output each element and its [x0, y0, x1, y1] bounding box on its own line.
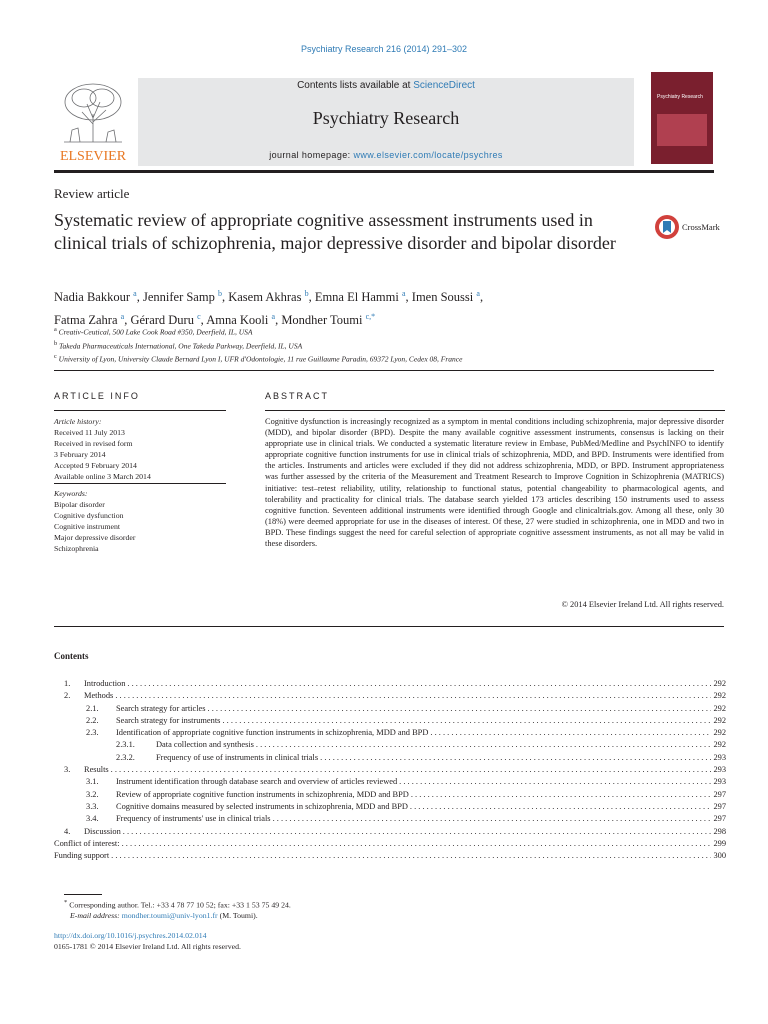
crossmark-badge[interactable]: [654, 212, 730, 242]
table-of-contents: [54, 678, 726, 862]
author-affiliation-mark[interactable]: a: [476, 289, 480, 298]
toc-entry[interactable]: [54, 764, 726, 776]
abstract-heading: ABSTRACT: [265, 391, 330, 401]
toc-number: 2.3.2.: [116, 752, 135, 762]
keyword: Major depressive disorder: [54, 533, 136, 542]
toc-leader: [222, 715, 711, 727]
toc-page: 297: [713, 801, 726, 811]
homepage-link[interactable]: www.elsevier.com/locate/psychres: [353, 150, 503, 160]
toc-leader: [320, 752, 711, 764]
toc-number: 4.: [64, 826, 71, 836]
toc-page: 292: [713, 728, 726, 738]
history-item: Available online 3 March 2014: [54, 471, 151, 481]
toc-label: Identification of appropriate cognitive function instruments in schizophrenia, MDD and BPD: [116, 728, 429, 738]
author-affiliation-mark[interactable]: b: [304, 289, 309, 298]
keyword: Cognitive dysfunction: [54, 511, 124, 520]
author-affiliation-mark[interactable]: a: [120, 312, 125, 322]
toc-label: Results: [84, 765, 109, 775]
toc-entry[interactable]: [54, 826, 726, 838]
toc-number: 2.2.: [86, 715, 99, 725]
toc-page: 298: [713, 826, 726, 836]
author-affiliation-mark[interactable]: a: [401, 289, 406, 298]
keywords: [54, 488, 135, 554]
toc-label: Discussion: [84, 826, 121, 836]
toc-number: 3.1.: [86, 777, 99, 787]
keyword: Bipolar disorder: [54, 500, 105, 509]
affiliation-line: $^b$ Takeda Pharmaceuticals International, One Takeda Parkway, Deerfield, IL, USA: [54, 339, 303, 350]
doi-link[interactable]: http://dx.doi.org/10.1016/j.psychres.2014.02.014: [54, 931, 207, 940]
toc-label: Review of appropriate cognitive function instruments in schizophrenia, MDD and BPD: [116, 789, 409, 799]
toc-page: 297: [713, 814, 726, 824]
toc-leader: [111, 764, 712, 776]
journal-title: Psychiatry Research: [312, 108, 460, 128]
sciencedirect-link[interactable]: ScienceDirect: [413, 80, 475, 91]
contents-heading: Contents: [54, 651, 89, 661]
cover-title: Psychiatry Research: [657, 94, 703, 100]
toc-page: 293: [713, 752, 726, 762]
toc-entry[interactable]: [54, 850, 726, 862]
toc-page: 293: [713, 765, 726, 775]
toc-leader: [122, 838, 712, 850]
contents-available: Contents lists available at ScienceDirect: [297, 80, 475, 91]
corresponding-author: Corresponding author. Tel.: +33 4 78 77 10 52; fax: +33 1 53 75 49 24.: [69, 900, 291, 910]
toc-page: 292: [713, 679, 726, 688]
toc-label: Conflict of interest:: [54, 838, 120, 848]
toc-number: 2.3.: [86, 728, 99, 738]
footnote-rule: [64, 894, 102, 895]
abstract-text: Cognitive dysfunction is increasingly recognized as a symptom in mental conditions including schizophrenia, major depressive disorder (MDD), and bipolar disorder (BPD). Despite the many available cognitive assessment instruments, consensus is lacking on their appropriate use in clinical trials. We conducted a systematic literature review in Embase, PubMed/Medline and PsychINFO to identify appropriate cognitive function instruments for use in clinical trials of schizophrenia, MDD, and BPD. Instruments were identified from the articles. Instruments and articles were excluded if they did not address schizophrenia, MDD, or BPD. Instrument appropriateness was further assessed by the criteria of the Measurement and Treatment Research to Improve Cognition in Schizophrenia (MATRICS) initiative: test–retest reliability, utility, relationship to functional status, potential changeability to pharmacological agents, and tolerability and practicality for clinical trials. The database search yielded 173 articles describing 150 instruments used to assess cognitive function. Seventeen additional instruments were identified through Google and clinicaltrials.gov. Among all these, only 30 (18%) were deemed appropriate for use in the diseases of interest. Of these, 27 were studied in schizophrenia, one in MDD and two in BPD. These findings suggest the need for careful selection of appropriate cognitive assessment instruments, as not all may be valid in these disorders.: [265, 417, 724, 549]
email-suffix: (M. Toumi).: [217, 911, 258, 921]
email-link[interactable]: mondher.toumi@univ-lyon1.fr: [121, 911, 218, 921]
toc-entry[interactable]: [54, 776, 726, 788]
toc-entry[interactable]: [54, 789, 726, 801]
author-affiliation-mark[interactable]: c: [197, 312, 201, 322]
article-title: Systematic review of appropriate cognitive assessment instruments used in clinical trials of schizophrenia, major depressive disorder and bipolar disorder: [54, 210, 616, 253]
history-item: 3 February 2014: [54, 449, 106, 459]
affiliation-line: $^a$ Creativ-Ceutical, 500 Lake Cook Road #350, Deerfield, IL, USA: [54, 326, 253, 337]
corresponding-footnote: * Corresponding author. Tel.: +33 4 78 77 10 52; fax: +33 1 53 75 49 24. E-mail address: mondher.toumi@univ-lyon1.fr (M. Toumi).: [64, 899, 291, 921]
author-name: Gérard Duru: [130, 313, 194, 328]
toc-number: 3.3.: [86, 801, 99, 811]
history-label: Article history:: [54, 417, 102, 426]
toc-entry[interactable]: [54, 727, 726, 739]
article-info-rule: [54, 410, 226, 411]
toc-entry[interactable]: [54, 838, 726, 850]
section-rule: [54, 370, 714, 371]
cover-image: [657, 114, 707, 146]
keywords-label: Keywords:: [54, 489, 88, 498]
history-item: Accepted 9 February 2014: [54, 460, 137, 470]
toc-entry[interactable]: [54, 703, 726, 715]
toc-label: Frequency of use of instruments in clinical trials: [156, 752, 319, 762]
toc-leader: [127, 678, 711, 690]
toc-label: Data collection and synthesis: [156, 740, 254, 750]
toc-entry[interactable]: [54, 690, 726, 702]
toc-entry[interactable]: [54, 801, 726, 813]
journal-banner: [138, 78, 634, 166]
author-name: Nadia Bakkour: [54, 290, 131, 305]
author-name: Mondher Toumi: [281, 313, 363, 328]
history-item: Received in revised form: [54, 438, 133, 448]
toc-label: Cognitive domains measured by selected instruments in schizophrenia, MDD and BPD: [116, 801, 408, 811]
article-type: Review article: [54, 186, 130, 201]
toc-number: 3.4.: [86, 814, 99, 824]
history-item: Received 11 July 2013: [54, 427, 125, 437]
toc-label: Frequency of instruments' use in clinical trials: [116, 814, 271, 824]
author-name: Emna El Hammi: [314, 290, 399, 305]
abstract-rule: [265, 410, 725, 411]
author-affiliation-mark[interactable]: b: [217, 289, 222, 298]
toc-number: 3.2.: [86, 789, 99, 799]
elsevier-logo: [54, 74, 132, 164]
abstract-copyright: © 2014 Elsevier Ireland Ltd. All rights reserved.: [561, 600, 724, 609]
toc-page: 297: [713, 789, 726, 799]
toc-label: Introduction: [84, 679, 126, 688]
toc-entry[interactable]: [54, 813, 726, 825]
toc-leader: [123, 826, 712, 838]
toc-leader: [411, 789, 712, 801]
toc-page: 292: [713, 703, 726, 713]
toc-leader: [115, 690, 711, 702]
toc-label: Search strategy for articles: [116, 703, 206, 713]
journal-homepage: journal homepage: www.elsevier.com/locate/psychres: [269, 150, 503, 160]
article-history: [54, 417, 226, 482]
article-info-heading: ARTICLE INFO: [54, 391, 140, 401]
crossmark-label: CrossMark: [682, 222, 720, 232]
toc-leader: [256, 739, 712, 751]
toc-page: 293: [713, 777, 726, 787]
toc-leader: [111, 850, 711, 862]
toc-number: 2.1.: [86, 703, 99, 713]
toc-page: 299: [713, 838, 726, 848]
toc-page: 292: [713, 740, 726, 750]
toc-page: 292: [713, 715, 726, 725]
header-rule: [54, 170, 714, 173]
toc-label: Search strategy for instruments: [116, 715, 221, 725]
elsevier-wordmark: ELSEVIER: [59, 149, 127, 164]
toc-leader: [410, 801, 712, 813]
issn-line: 0165-1781 © 2014 Elsevier Ireland Ltd. All rights reserved.: [54, 941, 241, 951]
author-affiliation-mark[interactable]: c,*: [365, 312, 376, 322]
keyword: Schizophrenia: [54, 544, 99, 553]
author-affiliation-mark[interactable]: a: [133, 289, 137, 298]
author-list: Nadia Bakkour $^a$, Jennifer Samp $^b$, Kasem Akhras $^b$, Emna El Hammi $^a$, Imen Soussi $^a$, Fatma Zahra $^a$, Gérard Duru $^c$, Amna Kooli $^a$, Mondher Toumi $^{c,*}$: [54, 289, 484, 328]
toc-entry[interactable]: [54, 752, 726, 764]
toc-leader: [399, 776, 711, 788]
toc-number: 3.: [64, 765, 71, 775]
journal-citation[interactable]: Psychiatry Research 216 (2014) 291–302: [300, 44, 468, 54]
email-label: E-mail address:: [70, 911, 122, 921]
toc-label: Funding support: [54, 851, 110, 861]
toc-page: 300: [713, 851, 726, 861]
toc-page: 292: [713, 691, 726, 701]
toc-number: 2.: [64, 691, 71, 701]
toc-number: 2.3.1.: [116, 740, 135, 750]
toc-leader: [273, 813, 712, 825]
author-name: Fatma Zahra: [54, 313, 118, 328]
affiliation-line: $^c$ University of Lyon, University Claude Bernard Lyon I, UFR d'Odontologie, 11 rue Guillaume Paradin, 69372 Lyon, Cedex 08, France: [54, 353, 463, 364]
affiliations: [54, 324, 462, 365]
toc-leader: [208, 703, 712, 715]
abstract-bottom-rule: [54, 626, 724, 627]
toc-number: 1.: [64, 679, 71, 688]
toc-label: Instrument identification through database search and overview of articles reviewed: [116, 777, 398, 787]
author-name: Amna Kooli: [206, 313, 269, 328]
toc-entry[interactable]: [54, 739, 726, 751]
author-name: Imen Soussi: [411, 290, 474, 305]
keyword: Cognitive instrument: [54, 522, 121, 531]
doi-block: [54, 931, 241, 952]
toc-entry[interactable]: [54, 678, 726, 690]
author-name: Jennifer Samp: [142, 290, 215, 305]
author-affiliation-mark[interactable]: a: [271, 312, 276, 322]
keywords-rule: [54, 483, 226, 484]
toc-leader: [430, 727, 711, 739]
journal-cover-thumbnail: [651, 72, 713, 164]
author-name: Kasem Akhras: [228, 290, 302, 305]
toc-label: Methods: [84, 691, 114, 701]
toc-entry[interactable]: [54, 715, 726, 727]
